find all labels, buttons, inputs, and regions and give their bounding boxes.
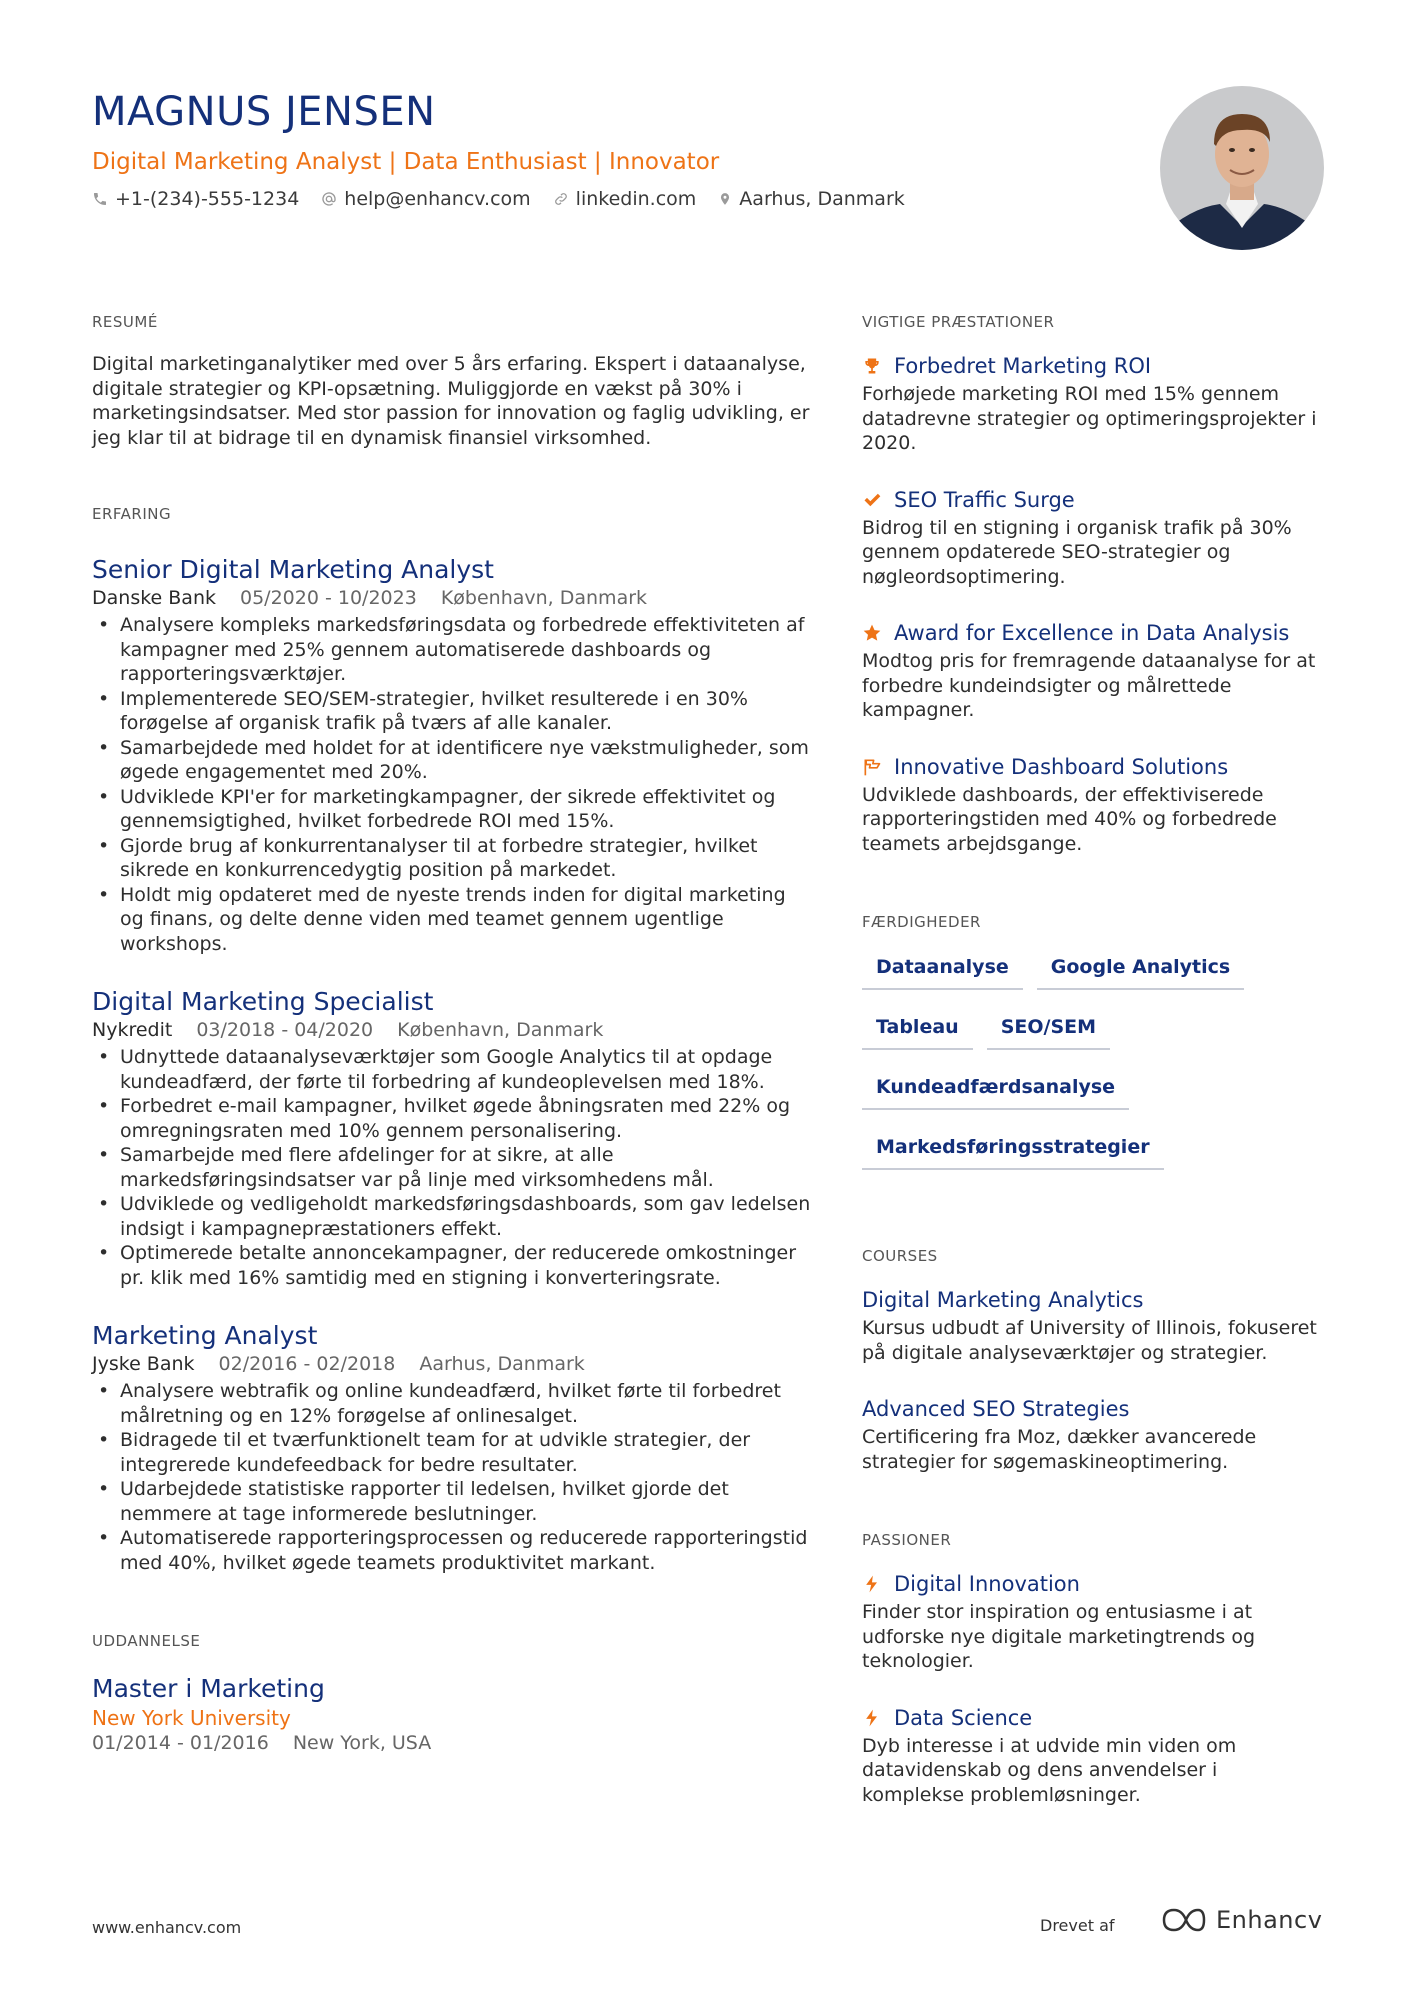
skill-tag: Kundeadfærdsanalyse [862,1070,1129,1110]
skill-tag: Tableau [862,1010,973,1050]
job-meta [92,1352,812,1376]
achievement-title: Forbedret Marketing ROI [894,354,1152,378]
course-item [862,1395,1322,1474]
bullet-item: • Bidragede til et tværfunktionelt team for at udvikle strategier, der integrerede kundefeedback for bedre resultater. [92,1428,812,1477]
job-entry [92,986,812,1290]
passion-desc: Dyb interesse i at udvide min viden om datavidenskab og dens anvendelser i komplekse problemløsninger. [862,1734,1237,1806]
enhancv-logo-icon [1160,1907,1208,1933]
achievement-item [862,352,1322,456]
job-entry [92,554,812,956]
passion-header [862,1570,1322,1598]
resume-header [92,84,1152,210]
job-meta [92,586,812,610]
education-location: New York, USA [292,1732,432,1754]
courses-heading: COURSES [862,1247,938,1265]
achievement-item [862,753,1322,857]
contact-row [92,188,1152,210]
bullet-item: • Automatiserede rapporteringsprocessen og reducerede rapporteringstid med 40%, hvilket øgede teamets produktivitet markant. [92,1526,812,1575]
candidate-tagline: Digital Marketing Analyst | Data Enthusiast | Innovator [92,149,720,175]
bullet-item: • Optimerede betalte annoncekampagner, der reducerede omkostninger pr. klik med 16% samtidig med en stigning i konverteringsrate. [92,1241,812,1290]
job-company: Danske Bank [92,587,216,609]
achievement-desc: Bidrog til en stigning i organisk trafik på 30% gennem opdaterede SEO-strategier og nøgleordsoptimering. [862,516,1292,588]
achievement-title: SEO Traffic Surge [894,487,1075,512]
skills-list [862,950,1302,1190]
phone-text: +1-(234)-555-1234 [115,188,300,210]
enhancv-brand-text: Enhancv [1216,1906,1323,1934]
job-location: København, Danmark [397,1019,604,1041]
job-company: Nykredit [92,1019,173,1041]
job-bullets [92,613,812,956]
passion-item [862,1570,1322,1674]
flag-icon [862,757,882,777]
check-icon [862,490,882,510]
passions-heading: PASSIONER [862,1531,952,1549]
bullet-item: • Udviklede og vedligeholdt markedsføringsdashboards, som gav ledelsen indsigt i kampagnepræstationers effekt. [92,1192,812,1241]
course-title: Digital Marketing Analytics [862,1288,1144,1312]
skill-tag: SEO/SEM [987,1010,1110,1050]
bullet-item: • Implementerede SEO/SEM-strategier, hvilket resulterede i en 30% forøgelse af organisk trafik på tværs af alle kanaler. [92,687,812,736]
passion-title: Digital Innovation [894,1572,1080,1596]
job-meta [92,1018,812,1042]
skill-tag: Google Analytics [1037,950,1244,990]
passion-title: Data Science [894,1705,1033,1730]
achievement-item [862,486,1322,590]
course-item [862,1286,1322,1365]
bullet-item: • Analysere kompleks markedsføringsdata og forbedrede effektiviteten af kampagner med 25% gennem automatiserede dashboards og rapporteringsværktøjer. [92,613,812,687]
job-bullets [92,1045,812,1290]
job-title: Marketing Analyst [92,1321,318,1350]
bullet-item: • Udviklede KPI'er for marketingkampagner, der sikrede effektivitet og gennemsigtighed, hvilket forbedrede ROI med 15%. [92,785,812,834]
achievement-header [862,486,1322,514]
achievement-header [862,753,1322,781]
bullet-item: • Holdt mig opdateret med de nyeste trends inden for digital marketing og finans, og delte denne viden med teamet gennem ugentlige workshops. [92,883,812,957]
bullet-item: • Analysere webtrafik og online kundeadfærd, hvilket førte til forbedret målretning og en 12% forøgelse af onlinesalget. [92,1379,812,1428]
passion-item [862,1704,1322,1808]
job-dates: 05/2020 - 10/2023 [240,587,417,609]
education-school: New York University [92,1706,291,1730]
course-title: Advanced SEO Strategies [862,1397,1130,1421]
enhancv-logo[interactable] [1160,1906,1322,1934]
job-title: Digital Marketing Specialist [92,987,434,1016]
achievement-header [862,619,1322,647]
job-location: Aarhus, Danmark [419,1353,585,1375]
course-desc: Kursus udbudt af University of Illinois, fokuseret på digitale analyseværktøjer og strategier. [862,1317,1317,1364]
location-text: Aarhus, Danmark [739,188,905,210]
right-column [862,312,1322,1807]
skills-heading: FÆRDIGHEDER [862,913,981,931]
summary-text: Digital marketinganalytiker med over 5 års erfaring. Ekspert i dataanalyse, digitale strategier og KPI-opsætning. Muliggjorde en vækst på 30% i marketingsindsatser. Med stor passion for innovation og faglig udvikling, er jeg klar til at bidrage til en dynamisk finansiel virksomhed. [92,353,810,449]
education-heading: UDDANNELSE [92,1632,201,1650]
skill-tag: Dataanalyse [862,950,1023,990]
achievement-item [862,619,1322,723]
course-desc: Certificering fra Moz, dækker avancerede strategier for søgemaskineoptimering. [862,1426,1257,1473]
bullet-item: • Forbedret e-mail kampagner, hvilket øgede åbningsraten med 22% og omregningsraten med 10% gennem personalisering. [92,1094,812,1143]
footer-powered-by: Drevet af [1040,1916,1115,1935]
bullet-item: • Udnyttede dataanalyseværktøjer som Google Analytics til at opdage kundeadfærd, der førte til forbedring af kundeoplevelsen med 18%. [92,1045,812,1094]
bullet-item: • Udarbejdede statistiske rapporter til ledelsen, hvilket gjorde det nemmere at tage informerede beslutninger. [92,1477,812,1526]
left-column [92,312,812,1756]
job-entry [92,1320,812,1575]
achievement-header [862,352,1322,380]
education-meta [92,1731,812,1756]
passion-header [862,1704,1322,1732]
bullet-item: • Gjorde brug af konkurrentanalyser til at forbedre strategier, hvilket sikrede en konkurrencedygtig position på markedet. [92,834,812,883]
footer-url[interactable]: www.enhancv.com [92,1918,242,1937]
job-bullets [92,1379,812,1575]
linkedin-text: linkedin.com [575,188,697,210]
profile-photo [1160,86,1324,250]
bullet-item: • Samarbejdede med holdet for at identificere nye vækstmuligheder, som øgede engagementet med 20%. [92,736,812,785]
job-title: Senior Digital Marketing Analyst [92,555,494,584]
link-icon [553,191,569,207]
summary-heading: RESUMÉ [92,313,158,331]
contact-location [718,188,904,210]
trophy-icon [862,356,882,376]
location-pin-icon [718,191,732,207]
achievement-desc: Forhøjede marketing ROI med 15% gennem datadrevne strategier og optimeringsprojekter i 2020. [862,383,1317,454]
achievement-title: Award for Excellence in Data Analysis [894,621,1290,645]
passion-desc: Finder stor inspiration og entusiasme i at udforske nye digitale marketingtrends og teknologier. [862,1601,1256,1672]
skill-tag: Markedsføringsstrategier [862,1130,1164,1170]
bolt-icon [862,1708,882,1728]
contact-email[interactable] [321,188,530,210]
education-degree: Master i Marketing [92,1674,325,1703]
star-icon [862,623,882,643]
at-icon [321,191,337,207]
achievement-title: Innovative Dashboard Solutions [894,754,1229,779]
candidate-name: MAGNUS JENSEN [92,89,436,135]
contact-linkedin[interactable] [553,188,697,210]
job-dates: 03/2018 - 04/2020 [196,1019,374,1041]
contact-phone[interactable] [92,188,299,210]
job-company: Jyske Bank [92,1353,195,1375]
achievement-desc: Modtog pris for fremragende dataanalyse for at forbedre kundeindsigter og målrettede kampagner. [862,650,1316,721]
bullet-item: • Samarbejde med flere afdelinger for at sikre, at alle markedsføringsindsatser var på linje med virksomhedens mål. [92,1143,812,1192]
achievement-desc: Udviklede dashboards, der effektiviserede rapporteringstiden med 40% og forbedrede teamets arbejdsgange. [862,783,1277,855]
achievements-heading: VIGTIGE PRÆSTATIONER [862,313,1055,331]
phone-icon [92,191,108,207]
bolt-icon [862,1574,882,1594]
education-dates: 01/2014 - 01/2016 [92,1732,269,1754]
job-dates: 02/2016 - 02/2018 [218,1353,396,1375]
experience-heading: ERFARING [92,505,172,523]
job-location: København, Danmark [440,587,648,609]
email-text: help@enhancv.com [344,188,531,210]
